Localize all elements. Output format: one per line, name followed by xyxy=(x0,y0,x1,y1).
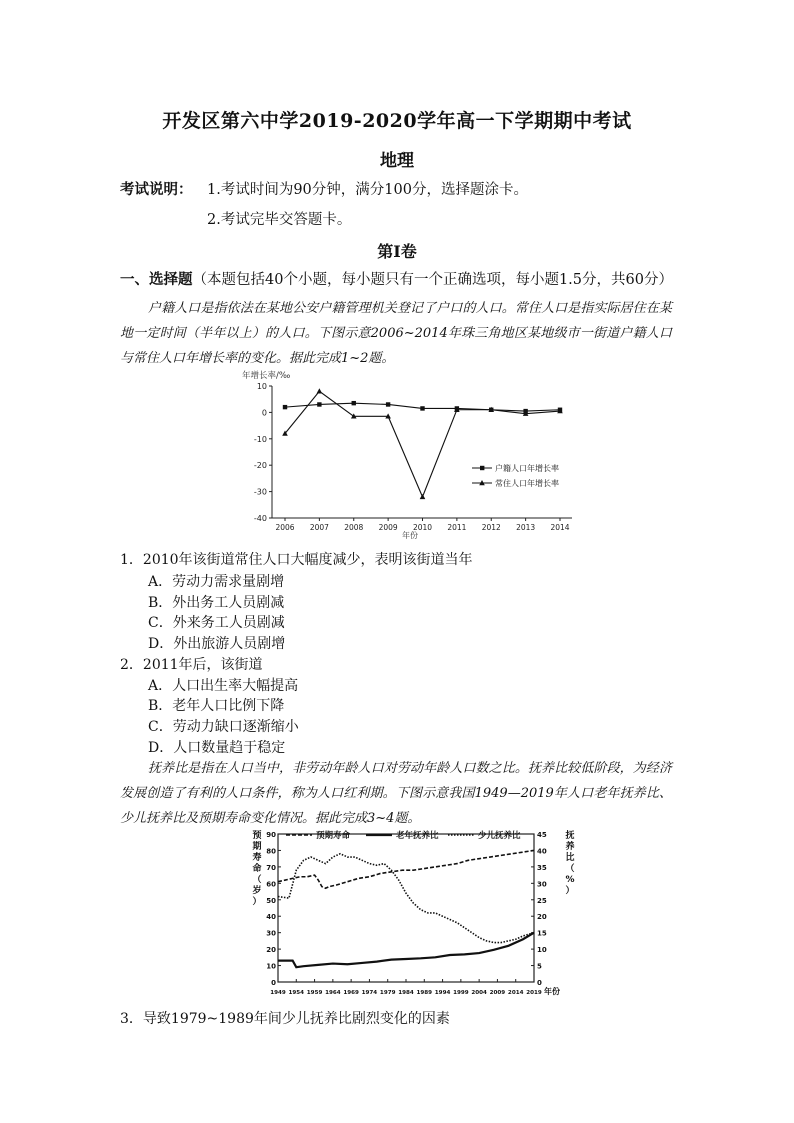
c2-ytick-right-label: 45 xyxy=(537,831,547,839)
c1-xtick-label: 2014 xyxy=(550,523,570,532)
c1-xtick-label: 2012 xyxy=(481,523,501,532)
instruction-line-1: 1.考试时间为90分钟，满分100分，选择题涂卡。 xyxy=(207,182,528,198)
c2-ytick-left-label: 60 xyxy=(266,880,276,889)
q2-option-d: D．人口数量趋于稳定 xyxy=(148,740,286,756)
c1-legend-marker xyxy=(480,466,484,470)
c2-xtick-label: 2019 xyxy=(526,990,542,996)
c2-ytick-left-label: 50 xyxy=(266,896,276,905)
question-1: 1．2010年该街道常住人口大幅度减少，表明该街道当年 xyxy=(120,552,473,568)
c2-ylabel-right-char: 抚 xyxy=(565,831,575,841)
c2-ylabel-right-char: ） xyxy=(565,886,575,896)
q1-option-a: A．劳动力需求量剧增 xyxy=(148,574,285,590)
section-heading xyxy=(120,268,673,289)
c1-ytick-label: -30 xyxy=(253,487,267,497)
c2-xtick-label: 1979 xyxy=(379,990,396,996)
c2-ylabel-right-char: % xyxy=(565,875,575,885)
c2-xtick-label: 1974 xyxy=(361,990,378,996)
c2-ylabel-left-char: 期 xyxy=(252,842,262,852)
c2-ylabel-left-char: 岁 xyxy=(252,886,262,896)
c1-point-square xyxy=(420,406,424,410)
passage-2: 抚养比是指在人口当中，非劳动年龄人口对劳动年龄人口数之比。抚养比较低阶段，为经济发展创造了有利的人口条件，称为人口红利期。下图示意我国1949—2019年人口老年抚养比、少儿抚养比及预期寿命变化情况。据此完成3~4题。 xyxy=(120,761,672,826)
c1-xtick-label: 2013 xyxy=(516,523,536,532)
c2-ytick-left-label: 40 xyxy=(266,913,276,922)
c2-ytick-right-label: 15 xyxy=(537,929,547,938)
chart-dependency-ratio xyxy=(248,826,580,1002)
c1-ytick-label: -40 xyxy=(253,514,267,523)
c2-ylabel-right-char: 养 xyxy=(565,842,575,852)
c2-ytick-left-label: 70 xyxy=(266,863,276,872)
c2-xtick-label: 1949 xyxy=(270,990,286,996)
c2-ytick-right-label: 40 xyxy=(537,847,547,856)
c1-xtick-label: 2011 xyxy=(447,523,467,532)
c2-xtick-label: 1994 xyxy=(434,990,451,996)
c1-point-square xyxy=(386,402,390,406)
c2-xtick-label: 1999 xyxy=(453,990,469,996)
c2-ytick-left-label: 20 xyxy=(266,946,276,955)
c2-ylabel-right-char: 比 xyxy=(565,853,575,863)
subject-title: 地理 xyxy=(380,151,414,171)
c2-xtick-label: 2014 xyxy=(507,990,524,996)
c1-ylabel: 年增长率/‰ xyxy=(242,371,291,381)
c2-ytick-right-label: 10 xyxy=(537,946,547,955)
c2-xtick-label: 1989 xyxy=(416,990,433,996)
c1-xlabel: 年份 xyxy=(402,531,418,540)
c2-legend-label: 少儿抚养比 xyxy=(478,831,521,841)
c2-ytick-right-label: 5 xyxy=(537,962,542,971)
c2-ylabel-left-char: ） xyxy=(252,897,262,907)
c1-ytick-label: 0 xyxy=(261,408,267,418)
c2-ytick-right-label: 30 xyxy=(537,880,547,889)
q2-option-a: A．人口出生率大幅提高 xyxy=(148,678,299,694)
c1-xtick-label: 2006 xyxy=(275,523,295,532)
section-name: 一、选择题 xyxy=(120,271,193,288)
c2-ytick-right-label: 35 xyxy=(537,863,547,872)
c2-ytick-right-label: 0 xyxy=(537,979,542,987)
c2-legend-label: 预期寿命 xyxy=(316,831,351,841)
q1-option-b: B．外出务工人员剧减 xyxy=(148,595,285,611)
q2-option-c: C．劳动力缺口逐渐缩小 xyxy=(148,719,299,735)
c2-xlabel: 年份 xyxy=(544,987,560,996)
c1-legend-label: 户籍人口年增长率 xyxy=(495,464,559,473)
c1-xtick-label: 2008 xyxy=(344,523,364,532)
question-2: 2．2011年后，该街道 xyxy=(120,657,263,673)
c1-point-triangle xyxy=(317,388,323,393)
c2-ytick-left-label: 0 xyxy=(271,979,276,987)
c2-xtick-label: 1954 xyxy=(288,990,305,996)
c1-point-square xyxy=(352,401,356,405)
q1-option-c: C．外来务工人员剧减 xyxy=(148,615,285,631)
c1-xtick-label: 2009 xyxy=(378,523,398,532)
c2-ytick-left-label: 80 xyxy=(266,847,276,856)
c2-xtick-label: 1964 xyxy=(325,990,341,996)
c2-xtick-label: 2009 xyxy=(489,990,506,996)
c1-xtick-label: 2007 xyxy=(309,523,329,532)
c2-legend-label: 老年抚养比 xyxy=(396,831,439,841)
volume-heading: 第Ⅰ卷 xyxy=(377,242,417,261)
c2-ylabel-left-char: 命 xyxy=(252,864,262,874)
c2-ytick-left-label: 30 xyxy=(266,929,276,938)
section-description: （本题包括40个小题，每小题只有一个正确选项，每小题1.5分，共60分） xyxy=(192,272,673,288)
c2-xtick-label: 1969 xyxy=(343,990,359,996)
c2-ytick-left-label: 10 xyxy=(266,962,276,971)
c2-xtick-label: 1984 xyxy=(398,990,414,996)
passage-1: 户籍人口是指依法在某地公安户籍管理机关登记了户口的人口。常住人口是指实际居住在某地一定时间（半年以上）的人口。下图示意2006~2014年珠三角地区某地级市一街道户籍人口与常住人口年增长率的变化。据此完成1~2题。 xyxy=(120,301,672,366)
c1-point-triangle xyxy=(420,494,426,499)
c2-ylabel-left-char: 预 xyxy=(252,831,262,841)
c2-ytick-left-label: 90 xyxy=(266,831,276,839)
c1-point-square xyxy=(283,405,287,409)
c2-xtick-label: 1959 xyxy=(306,990,323,996)
q1-option-d: D．外出旅游人员剧增 xyxy=(148,636,286,652)
c1-xtick-label: 2010 xyxy=(412,523,433,532)
question-3: 3．导致1979~1989年间少儿抚养比剧烈变化的因素 xyxy=(120,1011,450,1027)
instructions-label: 考试说明： xyxy=(120,181,193,198)
c1-point-square xyxy=(317,402,321,406)
c1-ytick-label: -20 xyxy=(253,461,267,471)
c2-series-line-2 xyxy=(278,933,534,968)
c2-xtick-label: 2004 xyxy=(471,990,487,996)
c2-ylabel-right-char: （ xyxy=(565,864,575,874)
c1-legend-label: 常住人口年增长率 xyxy=(495,479,559,488)
c2-ytick-right-label: 25 xyxy=(537,896,547,905)
page-title: 开发区第六中学2019-2020学年高一下学期期中考试 xyxy=(162,110,632,132)
c1-ytick-label: -10 xyxy=(253,434,267,444)
c2-ylabel-left-char: 寿 xyxy=(252,853,262,863)
c2-series-line-1 xyxy=(278,850,534,888)
c2-series-line-3 xyxy=(278,854,534,943)
q2-option-b: B．老年人口比例下降 xyxy=(148,698,285,714)
chart-population-growth xyxy=(230,368,590,542)
c2-ytick-right-label: 20 xyxy=(537,913,547,922)
instruction-line-2: 2.考试完毕交答题卡。 xyxy=(207,212,352,228)
c1-ytick-label: 10 xyxy=(256,382,267,391)
c2-ylabel-left-char: （ xyxy=(252,875,262,885)
